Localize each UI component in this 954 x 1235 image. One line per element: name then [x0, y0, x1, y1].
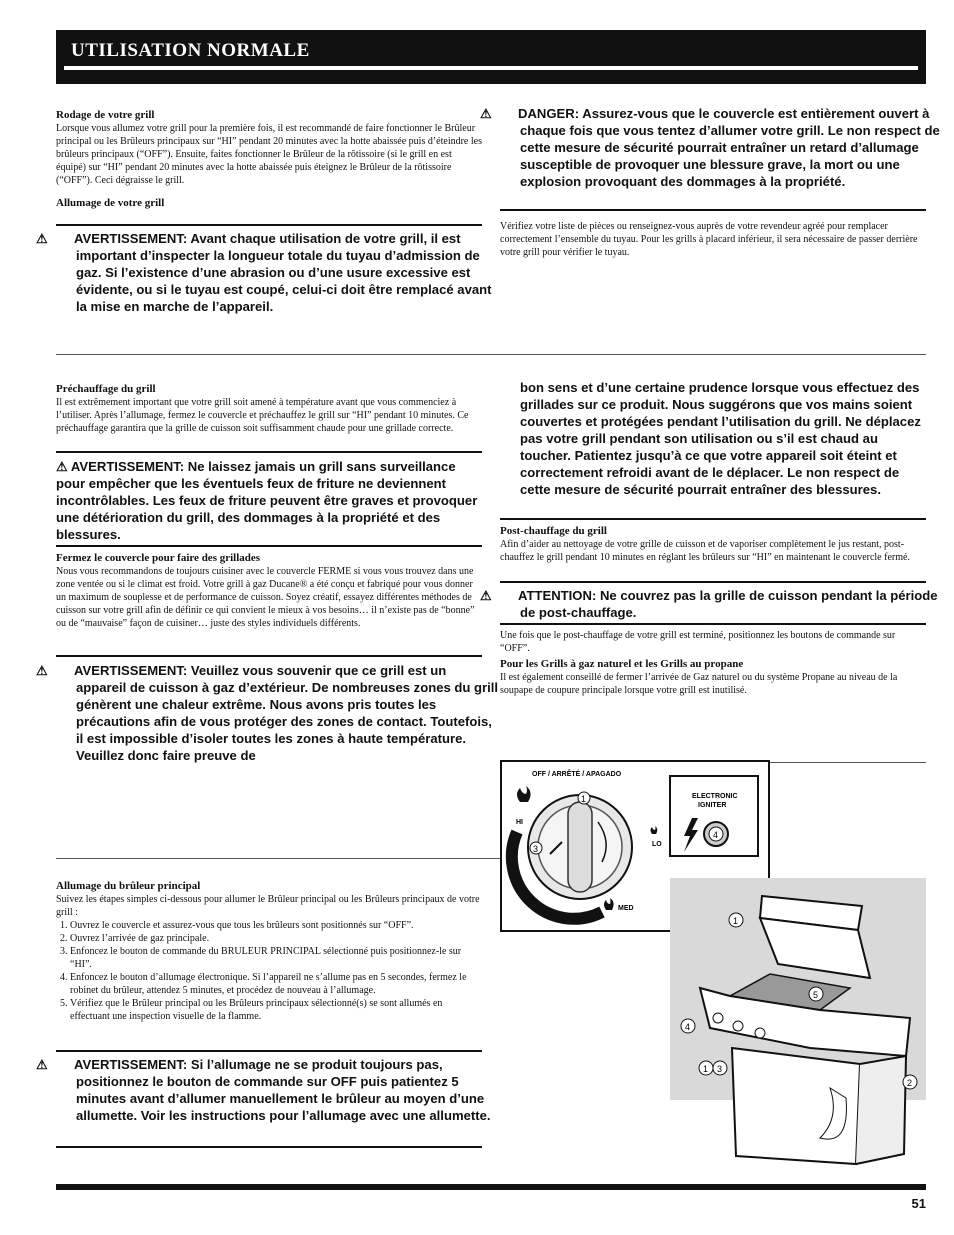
prechauffage-body: Il est extrêmement important que votre grill soit amené à température avant que vous commenciez à l’utiliser. Après l’allumage, fermez le couvercle et préchauffez le grill sur “HI” pendant 10 minutes. Ce préchauffage garantira que la grille de cuisson soit suffisamment chaude pour une grillade correcte.	[56, 397, 469, 434]
bruleur-heading: Allumage du brûleur principal	[56, 880, 201, 892]
warning-icon: ⚠	[36, 231, 48, 246]
step-5: 5. Vérifiez que le Brûleur principal ou les Brûleurs principaux sélectionné(s) se sont allumés en effectuant une inspection visuelle de la flamme.	[70, 997, 480, 1023]
warning-unattended	[56, 458, 480, 543]
rodage-section	[56, 108, 482, 210]
warning-text: AVERTISSEMENT: Veuillez vous souvenir que ce grill est un appareil de cuisson à gaz d’extérieur. De nombreuses zones du grill génèrent une chaleur extrême. Nous avons pris toutes les précautions afin de vous protéger des zones de contact. Toutefois, il est impossible d’isoler toutes les zones à haute température. Veuillez donc faire preuve de	[74, 663, 499, 763]
header-bar	[56, 30, 926, 84]
section-divider	[766, 762, 926, 763]
prechauffage-section	[56, 382, 482, 435]
callout-4-label: 4	[713, 830, 719, 840]
igniter-label-2: IGNITER	[698, 802, 727, 809]
flame-med-icon	[604, 898, 614, 910]
header-rule	[64, 66, 918, 70]
step-2: 2. Ouvrez l’arrivée de gaz principale.	[70, 932, 480, 945]
bruleur-steps	[56, 919, 480, 1023]
callout-1-label: 1	[581, 794, 587, 804]
attention-text: ATTENTION: Ne couvrez pas la grille de cuisson pendant la période de post-chauffage.	[518, 588, 938, 620]
after-post-body: Une fois que le post-chauffage de votre grill est terminé, positionnez les boutons de commande sur “OFF”.	[500, 630, 896, 654]
divider	[56, 545, 482, 547]
post-heading: Post-chauffage du grill	[500, 525, 607, 537]
hose-replace-body: Vérifiez votre liste de pièces ou renseignez-vous auprès de votre revendeur agréé pour remplacer correctement l’ensemble du tuyau. Pour les grills à placard inférieur, il sera nécessaire de passer derrière votre grill pour vérifier le tuyau.	[500, 221, 918, 258]
divider	[500, 518, 926, 520]
prechauffage-heading: Préchauffage du grill	[56, 383, 156, 395]
post-section	[500, 524, 926, 564]
warning-hot-zones-continued: bon sens et d’une certaine prudence lorsque vous effectuez des grillades sur ce produit. Nous suggérons que vos mains soient couvertes et protégées pendant l’utilisation du grill. Ne déplacez pas votre grill pendant son utilisation ou s’il est chaud au toucher. Patientez jusqu’à ce que votre appareil soit éteint et correctement refroidi avant de le déplacer. Le non respect de cette mesure de sécurité pourrait entraîner des blessures.	[520, 380, 921, 497]
grill-knob-3	[755, 1028, 765, 1038]
lo-label: LO	[652, 841, 662, 848]
warning-hot-zones	[36, 662, 500, 764]
rodage-body: Lorsque vous allumez votre grill pour la première fois, il est recommandé de faire fonctionner le Brûleur principal ou les Brûleurs principaux sur “HI” pendant 20 minutes avec la hotte abaissée puis d’éteindre les brûleurs principaux (“OFF”). Ensuite, faites fonctionner le Brûleur de la rôtissoire (si le grill en est équipé) sur “HI” pendant 20 minutes avec la hotte abaissée puis éteignez le Brûleur de la rôtissoire (“OFF”). Ceci dégraisse le grill.	[56, 123, 482, 186]
off-label: OFF / ARRÊTÉ / APAGADO	[532, 771, 622, 778]
fermez-section	[56, 551, 476, 630]
divider	[500, 209, 926, 211]
callout-5-label: 5	[813, 990, 819, 1000]
page-number: 51	[911, 1196, 926, 1211]
rodage-heading: Rodage de votre grill	[56, 109, 155, 121]
divider	[56, 1050, 482, 1052]
section-divider	[56, 354, 926, 355]
warning-icon: ⚠	[480, 588, 492, 603]
grill-illustration	[670, 878, 926, 1166]
warning-text: AVERTISSEMENT: Avant chaque utilisation de votre grill, il est important d’inspecter la longueur totale du tuyau d’admission de gaz. Si l’existence d’une abrasion ou d’une usure excessive est évidente, ou si le tuyau est coupé, celui-ci doit être remplacé avant la mise en marche de l’appareil.	[74, 231, 492, 314]
flame-hi-icon	[517, 786, 531, 802]
divider	[56, 655, 482, 657]
warning-text: AVERTISSEMENT: Ne laissez jamais un grill sans surveillance pour empêcher que les éventuels feux de friture ne deviennent incontrôlables. Les feux de friture peuvent être graves et provoquer une détérioration du grill, des dommages à la propriété et des blessures.	[56, 459, 478, 542]
section-divider	[56, 858, 500, 859]
igniter-label-1: ELECTRONIC	[692, 793, 738, 800]
callout-1-label: 1	[733, 916, 739, 926]
warning-gas-hose	[36, 230, 500, 315]
divider	[56, 451, 482, 453]
fermez-body: Nous vous recommandons de toujours cuisiner avec le couvercle FERME si vous vous trouvez dans une zone ventée ou si le climat est froid. Votre grill à gaz Ducane® a été conçu et fabriqué pour vous donner un maximum de souplesse et de performance de cuisson. Soyez créatif, essayez différentes méthodes de cuisson sur votre grill afin de définir ce qui convient le mieux à vos besoins… il n’existe pas de “bonne” ou de “mauvaise” façon de cuisiner… juste des styles individuels différents.	[56, 566, 475, 629]
page-title: UTILISATION NORMALE	[71, 40, 310, 61]
flame-lo-icon	[651, 826, 658, 834]
warning-icon: ⚠	[36, 663, 48, 678]
divider	[500, 581, 926, 583]
fermez-heading: Fermez le couvercle pour faire des grillades	[56, 552, 261, 564]
grill-knob-1	[713, 1013, 723, 1023]
bruleur-section	[56, 879, 480, 1023]
warning-icon: ⚠	[36, 1057, 48, 1072]
warning-icon: ⚠	[480, 106, 492, 121]
attention-grill	[480, 587, 944, 621]
callout-2-label: 2	[907, 1078, 913, 1088]
grill-knob-2	[733, 1021, 743, 1031]
step-3: 3. Enfoncez le bouton de commande du BRULEUR PRINCIPAL sélectionné puis positionnez-le sur “HI”.	[70, 945, 480, 971]
danger-lid-open	[480, 105, 946, 190]
after-post-section	[500, 629, 926, 697]
step-4: 4. Enfoncez le bouton d’allumage électronique. Si l’appareil ne s’allume pas en 5 secondes, fermez le robinet du brûleur, attendez 5 minutes, et procédez de nouveau à l’allumage.	[70, 971, 480, 997]
warning-manual-light	[36, 1056, 500, 1124]
allumage-heading: Allumage de votre grill	[56, 197, 165, 209]
grill-cart-side	[856, 1056, 906, 1164]
callout-4-label: 4	[685, 1022, 691, 1032]
divider	[500, 623, 926, 625]
danger-text: DANGER: Assurez-vous que le couvercle est entièrement ouvert à chaque fois que vous tentez d’allumer votre grill. Le non respect de cette mesure de sécurité pourrait entraîner un retard d’allumage susceptible de provoquer une blessure grave, la mort ou une explosion provoquant des dommages à la propriété.	[518, 106, 940, 189]
step-1: 1. Ouvrez le couvercle et assurez-vous que tous les brûleurs sont positionnés sur “OFF”.	[70, 919, 480, 932]
divider	[56, 224, 482, 226]
grill-diagram	[670, 878, 926, 1100]
knob-handle	[568, 802, 592, 892]
callout-3-label: 3	[717, 1064, 723, 1074]
bruleur-intro: Suivez les étapes simples ci-dessous pour allumer le Brûleur principal ou les Brûleurs principaux de votre grill :	[56, 894, 480, 918]
warning-icon: ⚠	[56, 459, 68, 474]
hi-label: HI	[516, 819, 523, 826]
gaz-body: Il est également conseillé de fermer l’arrivée de Gaz naturel ou du système Propane au niveau de la soupape de coupure principale lorsque votre grill est inutilisé.	[500, 672, 898, 696]
footer-bar	[56, 1184, 926, 1190]
gaz-heading: Pour les Grills à gaz naturel et les Grills au propane	[500, 658, 744, 670]
warning-text: AVERTISSEMENT: Si l’allumage ne se produit toujours pas, positionnez le bouton de commande sur OFF puis patientez 5 minutes avant d’allumer manuellement le brûleur au moyen d’une allumette. Voir les instructions pour l’allumage avec une allumette.	[74, 1057, 491, 1123]
callout-3-label: 3	[533, 844, 539, 854]
post-body: Afin d’aider au nettoyage de votre grille de cuisson et de vaporiser complètement le jus restant, post-chauffez le grill pendant 10 minutes en réglant les brûleurs sur “HI” en maintenant le couvercle fermé.	[500, 539, 910, 563]
callout-1b-label: 1	[703, 1064, 709, 1074]
divider	[56, 1146, 482, 1148]
med-label: MED	[618, 905, 634, 912]
